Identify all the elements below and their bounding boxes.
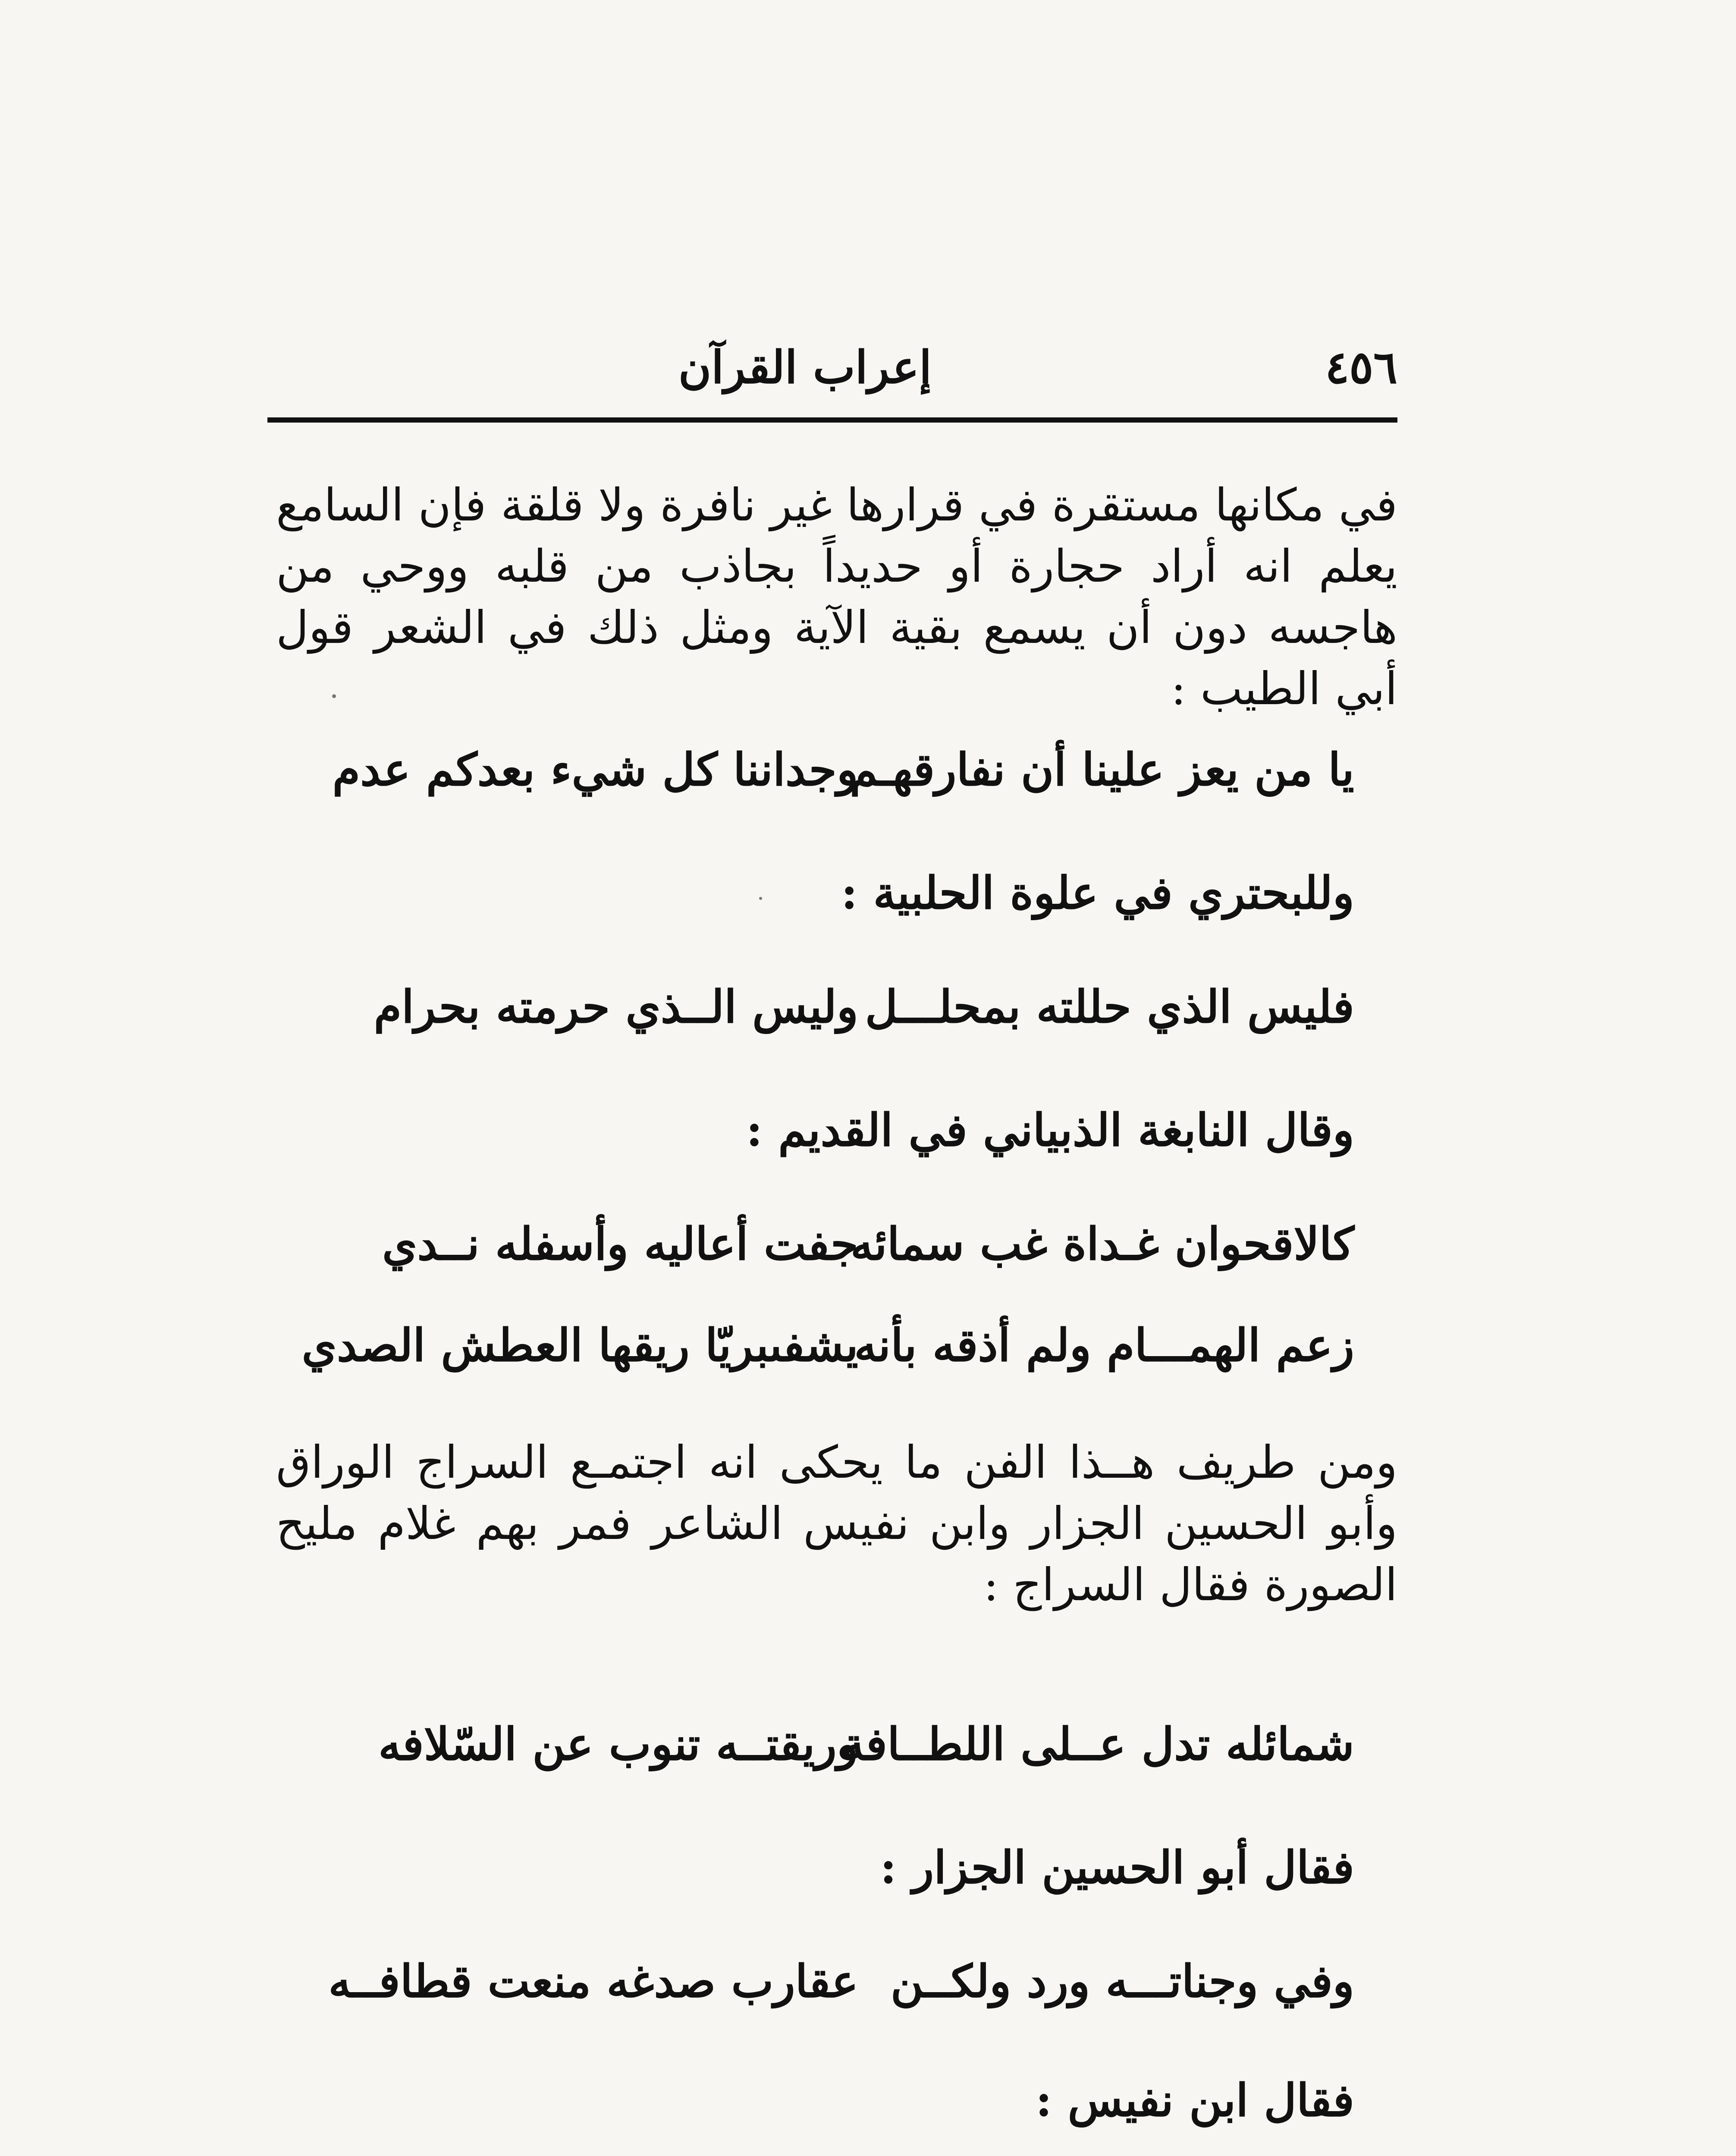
page-number: ٤٥٦ (1325, 341, 1397, 394)
verse-5-first-hemistich: شمائله تدل عــلى اللطــافة (841, 1717, 1354, 1771)
verse-4-first-hemistich: زعم الهمـــام ولم أذقه بأنه (854, 1319, 1354, 1372)
verse-5-second-hemistich: وريقتــه تنوب عن السّلافه (378, 1717, 858, 1771)
verse-4-second-hemistich: يشفىبريّا ريقها العطش الصدي (301, 1319, 858, 1372)
paragraph-1: في مكانها مستقرة في قرارها غير نافرة ولا قلقة فإن السامع يعلم انه أراد حجارة أو حديداً بجاذب من قلبه ووحي من هاجسه دون أن يسمع بقية الآية ومثل ذلك في الشعر قول أبي الطيب : (276, 479, 1398, 715)
verse-1 (276, 733, 1397, 806)
verse-6 (276, 1945, 1397, 2018)
scan-speck (332, 694, 336, 698)
running-title: إعراب القرآن (678, 341, 932, 394)
verse-6-second-hemistich: عقارب صدغه منعت قطافــه (328, 1955, 858, 2008)
verse-5 (276, 1708, 1397, 1781)
intro-2: وللبحتري في علوة الحلبية : (841, 866, 1354, 919)
verse-2-second-hemistich: وليس الــذي حرمته بحرام (374, 980, 858, 1033)
verse-6-first-hemistich: وفي وجناتـــه ورد ولكــن (890, 1955, 1354, 2008)
verse-3-second-hemistich: جفت أعاليه وأسفله نــدي (382, 1217, 858, 1270)
verse-3 (276, 1207, 1397, 1281)
verse-4 (276, 1309, 1397, 1382)
intro-4: فقال أبو الحسين الجزار : (880, 1841, 1354, 1894)
header-rule (267, 417, 1397, 423)
verse-3-first-hemistich: كالاقحوان غـداة غب سمائه (851, 1217, 1354, 1270)
intro-3: وقال النابغة الذبياني في القديم : (746, 1103, 1354, 1156)
intro-5: فقال ابن نفيس : (1035, 2074, 1354, 2127)
paragraph-2: ومن طريف هــذا الفن ما يحكى انه اجتمـع السراج الوراق وأبو الحسين الجزار وابن نفيس الشاعر فمر بهم غلام مليح الصورة فقال السراج : (276, 1436, 1397, 1611)
verse-1-first-hemistich: يا من يعز علينا أن نفارقهـم (849, 743, 1354, 796)
verse-2 (276, 970, 1397, 1044)
verse-1-second-hemistich: وجداننا كل شيء بعدكم عدم (332, 743, 858, 796)
scan-speck (759, 897, 762, 900)
verse-2-first-hemistich: فليس الذي حللته بمحلـــل (865, 980, 1354, 1033)
page-header (267, 336, 1397, 397)
